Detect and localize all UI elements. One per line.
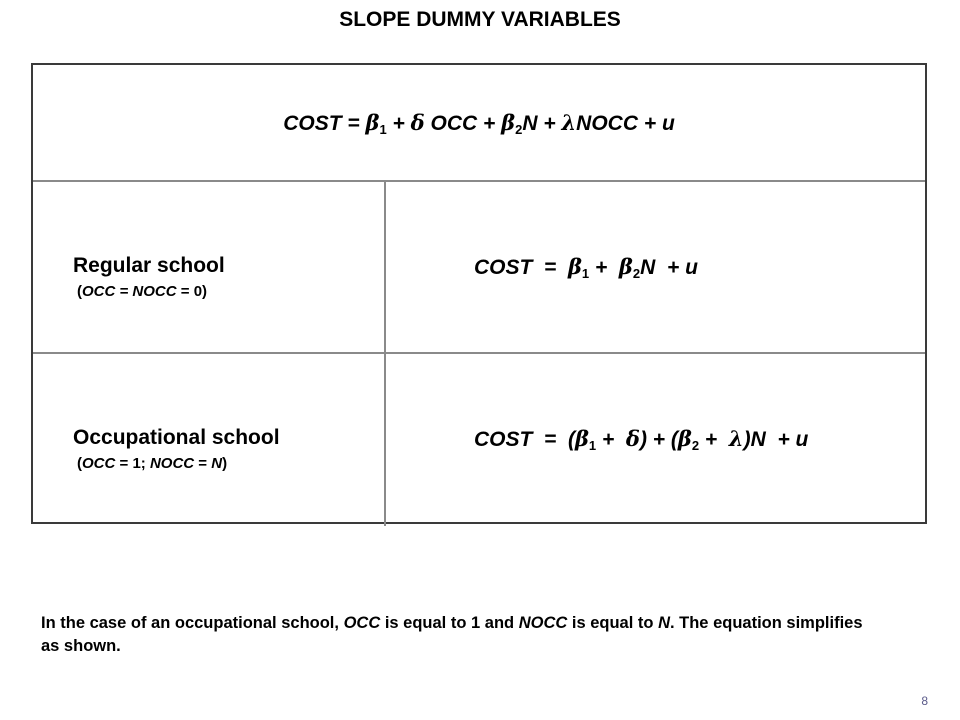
slide-title: SLOPE DUMMY VARIABLES <box>339 8 621 31</box>
main-equation: COST = $\beta_1 + \delta$ OCC + $\beta_2N$ + λNOCC + u <box>283 110 675 137</box>
row-divider-1 <box>33 180 925 182</box>
page-number: 8 <box>921 694 928 708</box>
occupational-school-label: Occupational school <box>73 426 280 449</box>
occupational-school-condition: (OCC = 1; NOCC = N) <box>77 455 228 472</box>
occupational-school-equation: COST = $(\beta_1 + \delta) + (\beta_2 + \lambda)N + u$ <box>474 426 809 453</box>
regular-school-condition: (OCC = NOCC = 0) <box>77 283 208 300</box>
column-divider <box>384 181 386 526</box>
equation-table <box>31 63 927 524</box>
row-divider-2 <box>33 352 925 354</box>
explanation-text: In the case of an occupational school, OCC is equal to 1 and NOCC is equal to N. The equation simplifies as shown. <box>41 614 863 655</box>
regular-school-label: Regular school <box>73 254 225 277</box>
regular-school-equation: COST = $\beta_1 + \beta_2N + u$ <box>474 254 698 281</box>
